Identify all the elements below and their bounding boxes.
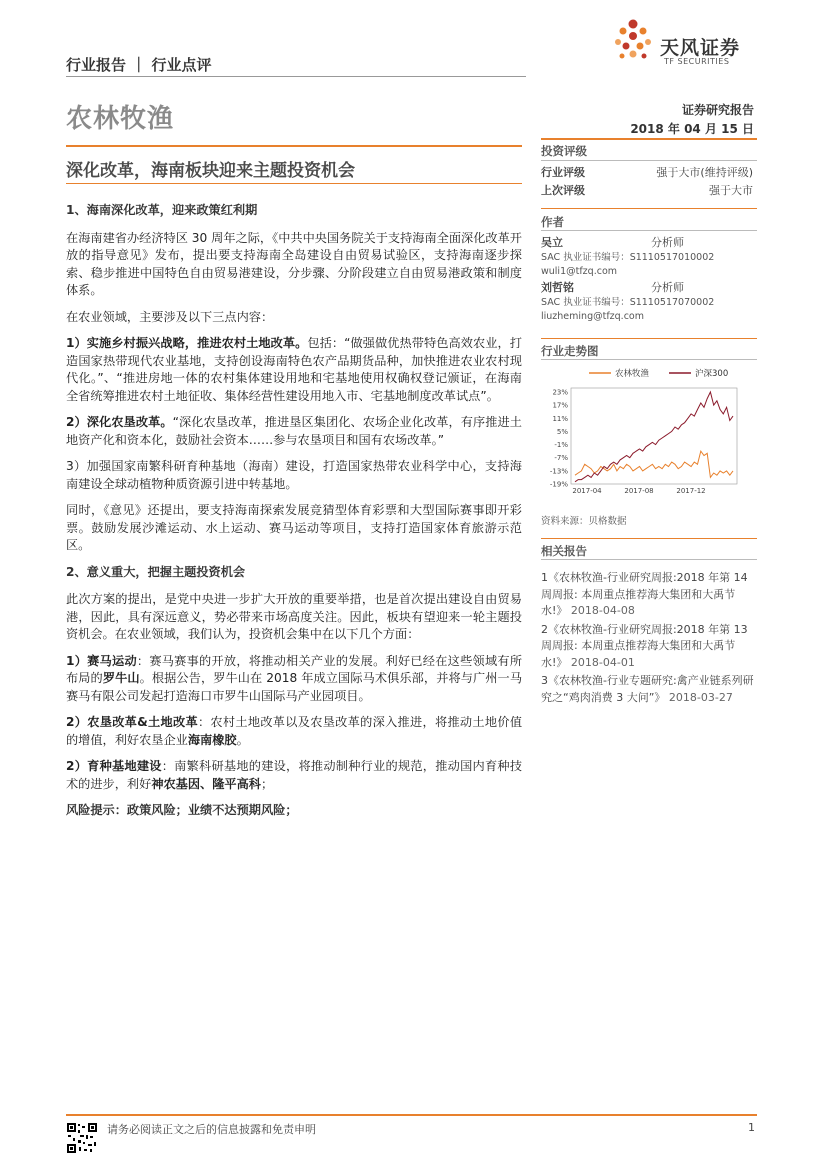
related-report-title: 3《农林牧渔-行业专题研究:禽产业链系列研究之“鸡肉消费 3 大问”》 <box>541 674 754 704</box>
company-name: 罗牛山 <box>102 671 140 685</box>
company-name: 海南橡胶 <box>187 732 237 747</box>
report-category: 行业报告 ｜ 行业点评 <box>66 56 212 74</box>
company-name: 神农基因、隆平高科 <box>151 776 261 791</box>
rating-divider <box>541 160 757 161</box>
author-name: 刘哲铭 <box>541 281 574 294</box>
related-rule <box>541 538 757 539</box>
author-email[interactable]: wuli1@tfzq.com <box>541 266 618 277</box>
paragraph <box>66 714 522 749</box>
related-report-item[interactable] <box>541 622 757 672</box>
logo-name-cn: 天风证券 <box>660 37 741 59</box>
header-divider <box>66 76 526 77</box>
y-tick-label: 11% <box>552 414 568 423</box>
plot-frame <box>571 388 737 484</box>
paragraph-body: ：南繁科研基地的建设，将推动制种行业的规范，推动国内育种技术的进步，利好 <box>66 759 523 791</box>
paragraph <box>66 414 522 449</box>
y-tick-label: -19% <box>549 480 568 489</box>
report-type: 证券研究报告 <box>681 103 754 117</box>
y-tick-label: 23% <box>552 388 568 397</box>
paragraph-body: ：赛马赛事的开放，将推动相关产业的发展。利好已经在这些领域有所布局的 <box>66 653 523 685</box>
paragraph-body: ：农村土地改革以及农垦改革的深入推进，将推动土地价值的增值，利好农垦企业 <box>66 715 523 747</box>
trend-heading: 行业走势图 <box>541 344 599 358</box>
author-name: 吴立 <box>541 236 563 249</box>
paragraph: 3）加强国家南繁科研育种基地（海南）建设，打造国家热带农业科学中心，支持海南建设全球动植物种质资源引进中转基地。 <box>66 459 522 491</box>
author-sac: SAC 执业证书编号：S1110517070002 <box>541 296 715 308</box>
rating-row-previous <box>541 182 753 198</box>
related-heading: 相关报告 <box>541 544 587 558</box>
logo-name-en: TF SECURITIES <box>664 57 730 66</box>
paragraph: 此次方案的提出，是党中央进一步扩大开放的重要举措，也是首次提出建设自由贸易港，因此，具有深远意义，势必带来市场高度关注。因此，板块有望迎来一轮主题投资机会。在农业领域，我们认为，投资机会集中在以下几个方面： <box>66 592 522 641</box>
x-tick-label: 2017-08 <box>624 487 654 495</box>
page-number: 1 <box>748 1121 755 1134</box>
tf-logo-icon <box>612 18 654 62</box>
paragraph-lead: 2）农垦改革&土地改革 <box>66 715 198 729</box>
paragraph-body: ； <box>261 776 274 791</box>
rating-row-current <box>541 164 753 180</box>
paragraph-lead: 1）赛马运动 <box>66 653 137 668</box>
article-title: 深化改革，海南板块迎来主题投资机会 <box>66 161 355 181</box>
y-tick-label: 5% <box>556 427 568 436</box>
side-top-rule <box>541 138 757 140</box>
paragraph <box>66 758 522 793</box>
paragraph: 在农业领域，主要涉及以下三点内容： <box>66 309 274 324</box>
paragraph: 同时，《意见》还提出，要支持海南探索发展竞猜型体育彩票和大型国际赛事即开彩票。鼓励发展沙滩运动、水上运动、赛马运动等项目，支持打造国家体育旅游示范区。 <box>66 503 522 552</box>
related-report-title: 2《农林牧渔-行业研究周报:2018 年第 13 周周报: 本周重点推荐海大集团和大禹节水!》 <box>541 622 748 669</box>
section-heading: 1、海南深化改革，迎来政策红利期 <box>66 203 258 217</box>
industry-trend-chart <box>541 360 757 498</box>
paragraph-lead: 2）育种基地建设 <box>66 759 162 773</box>
legend-label: 农林牧渔 <box>615 369 650 379</box>
title-bottom-rule <box>66 183 522 184</box>
article-body <box>66 202 522 829</box>
paragraph-body: 包括：“做强做优热带特色高效农业，打造国家热带现代农业基地，支持创设海南特色农产品期货品种，加快推进农业农村现代化。”、“推进房地一体的农村集体建设用地和宅基地使用权确权登记颁证，在海南全省统筹推进农村土地征收、集体经营性建设用地入市、宅基地制度改革试点”。 <box>66 336 522 403</box>
paragraph: 在海南建省办经济特区 30 周年之际，《中共中央国务院关于支持海南全面深化改革开放的指导意见》发布，提出要支持海南全岛建设自由贸易试验区，支持海南逐步探索、稳步推进中国特色自由贸易港建设，分步骤、分阶段建立自由贸易港政策和制度体系。 <box>66 230 522 297</box>
paragraph <box>66 653 522 706</box>
risk-warning: 风险提示：政策风险；业绩不达预期风险； <box>66 803 298 817</box>
related-report-item[interactable] <box>541 673 757 706</box>
authors-divider <box>541 230 757 231</box>
related-list <box>541 570 757 708</box>
legend-label: 沪深300 <box>695 369 729 379</box>
paragraph-lead: 2）深化农垦改革。 <box>66 415 173 429</box>
qr-code-icon <box>66 1122 98 1154</box>
y-tick-label: 17% <box>552 401 568 410</box>
author-email[interactable]: liuzheming@tfzq.com <box>541 311 644 322</box>
x-tick-label: 2017-12 <box>676 487 706 495</box>
related-report-date: 2018-04-08 <box>570 604 635 617</box>
paragraph-lead: 1）实施乡村振兴战略，推进农村土地改革。 <box>66 336 308 350</box>
x-tick-label: 2017-04 <box>572 487 602 495</box>
footer-rule <box>66 1114 757 1116</box>
paragraph <box>66 335 522 405</box>
trend-rule <box>541 338 757 339</box>
related-report-date: 2018-03-27 <box>668 690 733 704</box>
title-top-rule <box>66 145 522 147</box>
chart-source: 资料来源：贝格数据 <box>541 516 627 527</box>
authors-heading: 作者 <box>541 215 564 229</box>
industry-title: 农林牧渔 <box>66 104 175 134</box>
rating-key: 行业评级 <box>541 166 585 179</box>
paragraph-body: “深化农垦改革，推进垦区集团化、农场企业化改革，有序推进土地资产化和资本化，鼓励社会资本……参与农垦项目和国有农场改革。” <box>66 415 522 447</box>
related-divider <box>541 559 757 560</box>
author-card <box>541 281 757 325</box>
section-heading: 2、意义重大，把握主题投资机会 <box>66 564 246 579</box>
author-sac: SAC 执业证书编号：S1110517010002 <box>541 251 715 263</box>
y-tick-label: -7% <box>554 454 568 463</box>
authors-rule <box>541 208 757 209</box>
disclaimer-text: 请务必阅读正文之后的信息披露和免责申明 <box>107 1123 316 1136</box>
y-tick-label: -13% <box>549 467 568 476</box>
related-report-date: 2018-04-01 <box>570 655 635 669</box>
report-date: 2018 年 04 月 15 日 <box>630 122 754 136</box>
related-report-item[interactable] <box>541 570 757 620</box>
author-card <box>541 236 757 280</box>
paragraph-body: 。根据公告，罗牛山在 2018 年成立国际马术俱乐部，并将与广州一马赛马有限公司发起打造海口市罗牛山国际马产业园项目。 <box>66 671 523 703</box>
paragraph-body: 。 <box>236 732 249 747</box>
rating-heading: 投资评级 <box>541 144 587 158</box>
rating-value: 强于大市 <box>709 184 753 197</box>
author-role: 分析师 <box>651 236 684 249</box>
rating-value: 强于大市(维持评级) <box>656 166 753 179</box>
rating-key: 上次评级 <box>541 184 585 197</box>
related-report-title: 1《农林牧渔-行业研究周报:2018 年第 14 周周报: 本周重点推荐海大集团和大禹节水!》 <box>541 571 748 617</box>
y-tick-label: -1% <box>554 441 568 450</box>
author-role: 分析师 <box>651 281 684 294</box>
